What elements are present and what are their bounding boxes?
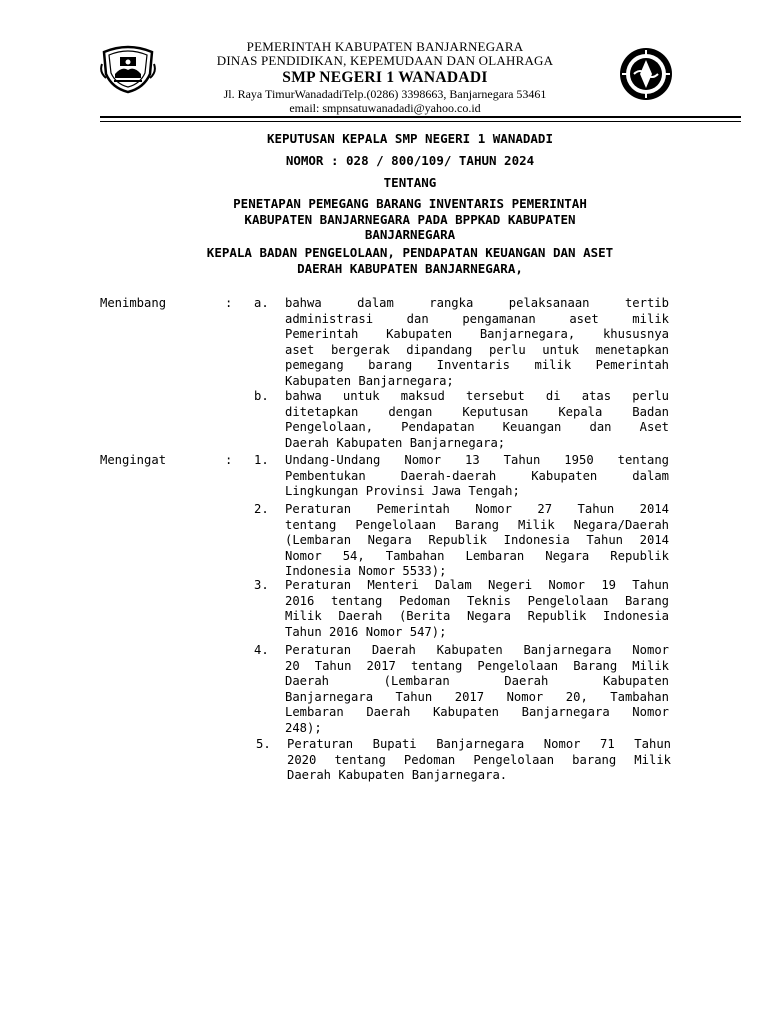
mengingat-label: Mengingat [100, 453, 167, 467]
menimbang-label: Menimbang [100, 296, 167, 310]
text-line: Pembentukan Daerah-daerah Kabupaten dalam [285, 468, 669, 483]
text-line: Pemerintah Kabupaten Banjarnegara, khususnya [285, 327, 669, 342]
text-line: Peraturan Pemerintah Nomor 27 Tahun 2014 [285, 502, 669, 516]
text-line: Peraturan Daerah Kabupaten Banjarnegara Nomor [285, 643, 669, 657]
mengingat-item-marker: 4. [254, 643, 269, 657]
decree-authority-line: KEPALA BADAN PENGELOLAAN, PENDAPATAN KEUANGAN DAN ASET [206, 245, 614, 260]
letterhead-divider-thick [100, 116, 741, 118]
letterhead-government: PEMERINTAH KABUPATEN BANJARNEGARA [246, 39, 524, 54]
text-line: Indonesia Nomor 5533); [285, 564, 447, 579]
menimbang-item-marker: a. [254, 296, 269, 310]
text-line: Tahun 2016 Nomor 547); [285, 624, 447, 639]
mengingat-item-marker: 2. [254, 502, 269, 516]
text-line: Lembaran Daerah Kabupaten Banjarnegara Nomor [285, 705, 669, 720]
text-line: Milik Daerah (Berita Negara Republik Indonesia [285, 609, 669, 624]
menimbang-item-text [285, 389, 669, 451]
mengingat-item-marker: 3. [254, 578, 269, 592]
menimbang-item-text [285, 296, 669, 390]
text-line: bahwa dalam rangka pelaksanaan tertib [285, 296, 669, 310]
text-line: (Lembaran Negara Republik Indonesia Tahun 2014 [285, 533, 669, 548]
text-line: Daerah Kabupaten Banjarnegara; [285, 435, 506, 450]
text-line: Nomor 54, Tambahan Lembaran Negara Republik [285, 548, 669, 563]
text-line: Undang-Undang Nomor 13 Tahun 1950 tentang [285, 453, 669, 467]
letterhead-school-name: SMP NEGERI 1 WANADADI [282, 69, 488, 86]
text-line: pemegang barang Inventaris milik Pemerintah [285, 358, 669, 373]
decree-subject-line: BANJARNEGARA [364, 227, 456, 242]
letterhead-address: Jl. Raya TimurWanadadiTelp.(0286) 3398663, Banjarnegara 53461 [223, 87, 547, 101]
text-line: 2016 tentang Pedoman Teknis Pengelolaan Barang [285, 593, 669, 608]
menimbang-colon: : [225, 296, 233, 310]
menimbang-item-marker: b. [254, 389, 269, 403]
decree-authority-line: DAERAH KABUPATEN BANJARNEGARA, [297, 260, 523, 276]
text-line: Lingkungan Provinsi Jawa Tengah; [285, 484, 520, 499]
text-line: Daerah (Lembaran Daerah Kabupaten [285, 674, 669, 689]
letterhead-email: email: smpnsatuwanadadi@yahoo.co.id [289, 101, 481, 115]
text-line: Peraturan Bupati Banjarnegara Nomor 71 Tahun [287, 737, 671, 751]
text-line: tentang Pengelolaan Barang Milik Negara/Daerah [285, 517, 669, 532]
decree-authority [110, 245, 710, 276]
mengingat-item-text [285, 643, 669, 737]
text-line: aset bergerak dipandang perlu untuk menetapkan [285, 342, 669, 357]
letterhead-divider-thin [100, 121, 741, 122]
regency-emblem-logo [100, 44, 156, 94]
letterhead-department: DINAS PENDIDIKAN, KEPEMUDAAN DAN OLAHRAGA [216, 53, 554, 68]
text-line: Kabupaten Banjarnegara; [285, 373, 454, 388]
text-line: ditetapkan dengan Keputusan Kepala Badan [285, 404, 669, 419]
text-line: Pengelolaan, Pendapatan Keuangan dan Aset [285, 420, 669, 435]
decree-subject-line: KABUPATEN BANJARNEGARA PADA BPPKAD KABUPATEN [244, 211, 576, 227]
text-line: 248); [285, 720, 322, 735]
text-line: Banjarnegara Tahun 2017 Nomor 20, Tambahan [285, 689, 669, 704]
mengingat-item-marker: 1. [254, 453, 269, 467]
decree-title: KEPUTUSAN KEPALA SMP NEGERI 1 WANADADI [267, 131, 553, 146]
text-line: Daerah Kabupaten Banjarnegara. [287, 768, 508, 783]
decree-subject [110, 196, 710, 243]
text-line: Peraturan Menteri Dalam Negeri Nomor 19 Tahun [285, 578, 669, 592]
mengingat-item-text [287, 737, 671, 784]
text-line: administrasi dan pengamanan aset milik [285, 311, 669, 326]
mengingat-item-marker: 5. [256, 737, 271, 751]
text-line: bahwa untuk maksud tersebut di atas perlu [285, 389, 669, 403]
mengingat-item-text [285, 502, 669, 580]
mengingat-item-text [285, 453, 669, 500]
letterhead [170, 40, 600, 115]
decree-tentang: TENTANG [383, 175, 437, 190]
decree-number: NOMOR : 028 / 800/109/ TAHUN 2024 [285, 153, 535, 168]
mengingat-item-text [285, 578, 669, 640]
text-line: 20 Tahun 2017 tentang Pengelolaan Barang Milik [285, 658, 669, 673]
decree-subject-line: PENETAPAN PEMEGANG BARANG INVENTARIS PEMERINTAH [233, 196, 587, 211]
text-line: 2020 tentang Pedoman Pengelolaan barang Milik [287, 752, 671, 767]
mengingat-colon: : [225, 453, 233, 467]
education-emblem-logo [618, 46, 674, 102]
